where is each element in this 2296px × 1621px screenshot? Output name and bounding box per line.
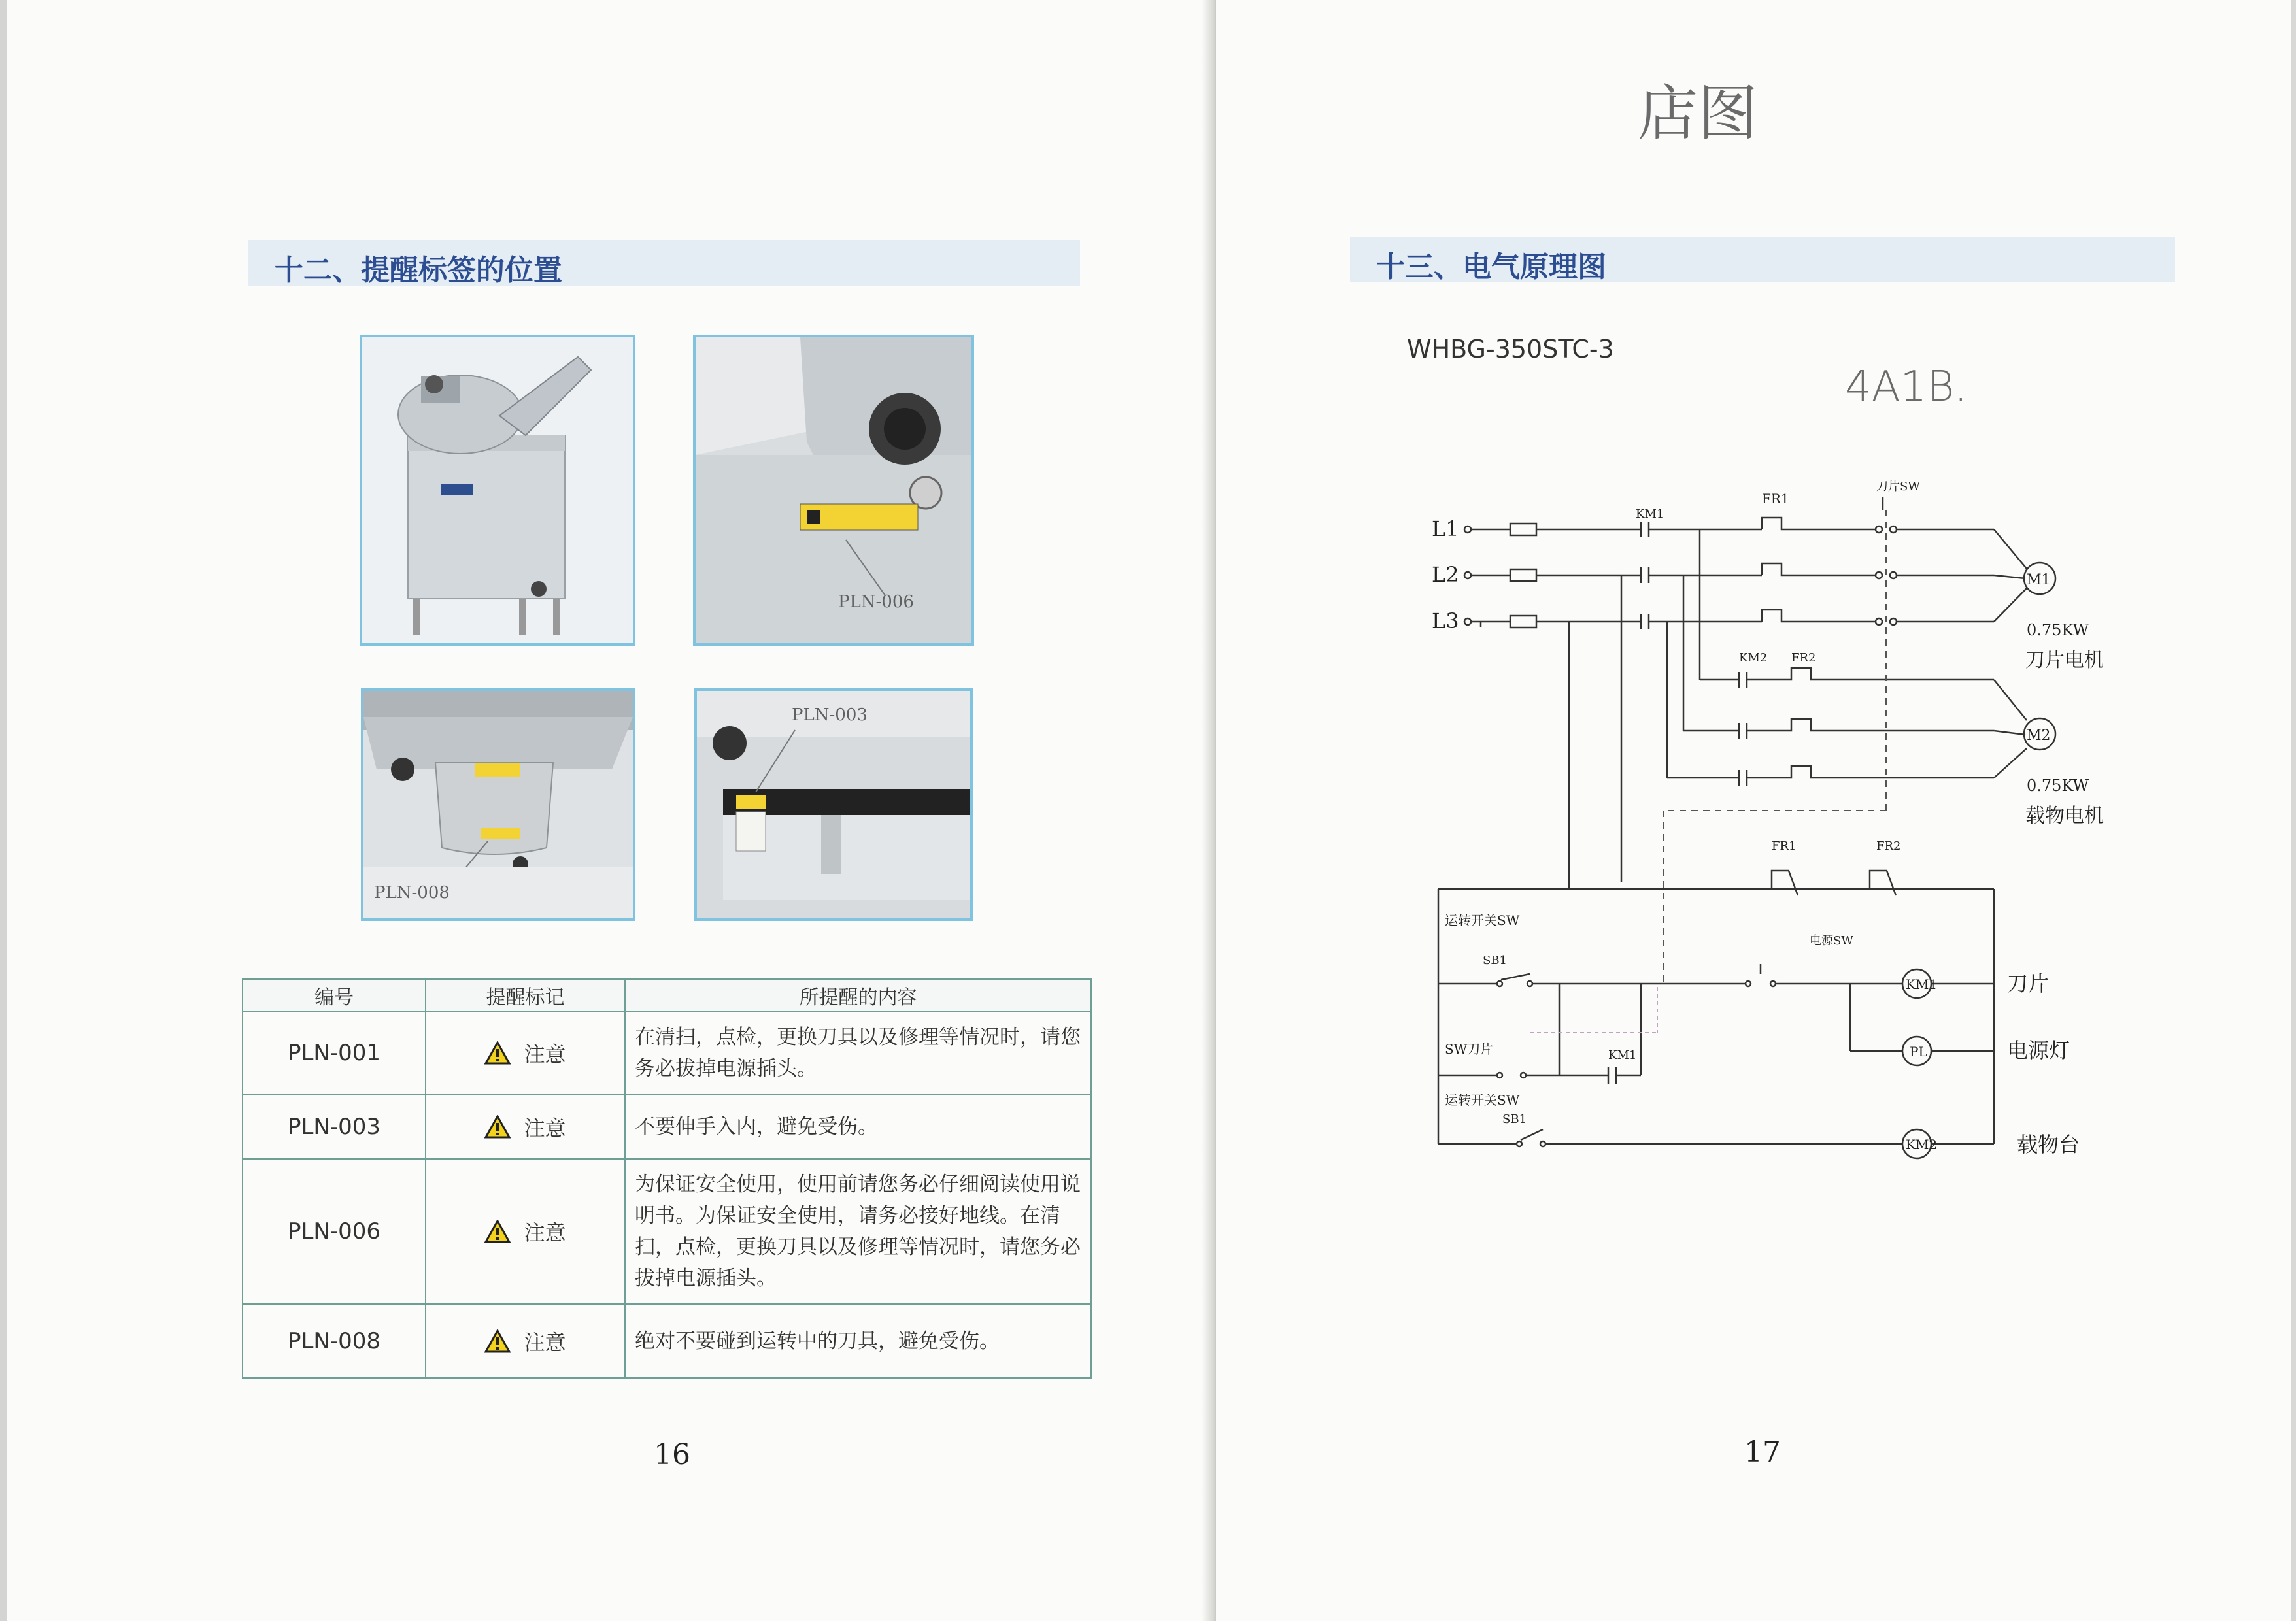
label-m1-power: 0.75KW [2027,621,2089,639]
photo-label-pln006: PLN-006 [838,592,914,612]
label-fr1: FR1 [1762,491,1789,507]
row-mark [426,1094,625,1159]
label-km2: KM2 [1739,651,1768,665]
output-blade: 刀片 [2007,971,2050,996]
section-header-12 [248,240,1080,286]
label-m2-power: 0.75KW [2027,777,2089,795]
warning-triangle-icon [484,1329,511,1353]
table-row [243,1304,1091,1378]
photo-side-label [694,688,973,921]
handwritten-note: 4A1B. [1845,363,1968,411]
label-run-switch-2: 运转开关SW [1445,1092,1520,1108]
label-sb1: SB1 [1483,954,1508,967]
model-number: WHBG-350STC-3 [1407,335,1614,363]
electrical-schematic [1425,471,2151,1229]
coil-pl: PL [1910,1044,1927,1060]
coil-km2: KM2 [1906,1137,1938,1152]
photo-tray-label [361,688,635,921]
header-code: 编号 [243,979,426,1012]
header-content: 所提醒的内容 [625,979,1091,1012]
page-number-16: 16 [654,1438,690,1471]
label-m2-name: 载物电机 [2025,805,2104,827]
warning-triangle-icon [484,1115,511,1139]
output-carrier: 载物台 [2017,1132,2080,1157]
row-content: 不要伸手入内，避免受伤。 [625,1094,1091,1159]
warning-triangle-icon [484,1041,511,1065]
scan-edge [2291,0,2296,1621]
row-content: 在清扫，点检，更换刀具以及修理等情况时，请您务必拔掉电源插头。 [625,1012,1091,1094]
input-l3: L3 [1432,609,1459,633]
row-mark [426,1304,625,1378]
page-number-17: 17 [1744,1435,1781,1469]
photo-label-pln008: PLN-008 [374,883,450,903]
label-km1: KM1 [1636,507,1664,521]
label-blade-switch: 刀片SW [1876,480,1920,493]
table-row [243,1012,1091,1094]
label-sw-blade: SW刀片 [1445,1041,1494,1057]
input-l2: L2 [1432,562,1459,587]
handwritten-top-note: 店图 [1638,78,1759,148]
row-mark [426,1012,625,1094]
table-header-row [243,979,1091,1012]
row-content: 为保证安全使用，使用前请您务必仔细阅读使用说明书。为保证安全使用，请务必接好地线。在清扫，点检，更换刀具以及修理等情况时，请您务必拔掉电源插头。 [625,1159,1091,1304]
photo-machine-overview [360,335,635,646]
photo-knob-label [693,335,974,646]
output-lamp: 电源灯 [2007,1038,2070,1063]
label-fr2-control: FR2 [1876,839,1901,853]
label-power-switch: 电源SW [1810,934,1853,948]
row-content: 绝对不要碰到运转中的刀具，避免受伤。 [625,1304,1091,1378]
coil-km1: KM1 [1906,977,1938,992]
label-sb1-2: SB1 [1502,1112,1527,1126]
label-m1-name: 刀片电机 [2025,649,2104,672]
row-code: PLN-006 [243,1159,426,1304]
fuse-l1 [1510,524,1536,535]
section-header-13 [1350,237,2175,282]
row-mark [426,1159,625,1304]
warning-text: 注意 [524,1220,566,1245]
side-illustration [697,691,970,918]
row-code: PLN-003 [243,1094,426,1159]
warning-triangle-icon [484,1220,511,1243]
machine-illustration [362,337,633,643]
label-run-switch: 运转开关SW [1445,912,1520,928]
row-code: PLN-001 [243,1012,426,1094]
section-title: 十二、提醒标签的位置 [275,254,562,287]
table-row [243,1094,1091,1159]
warning-text: 注意 [524,1042,566,1067]
input-l1: L1 [1432,516,1459,541]
label-fr2: FR2 [1791,651,1816,665]
scan-edge [0,0,7,1621]
warning-label-table [242,978,1092,1379]
knob-illustration [696,337,971,643]
table-row [243,1159,1091,1304]
row-code: PLN-008 [243,1304,426,1378]
label-km1-aux: KM1 [1608,1048,1637,1062]
label-m1: M1 [2027,572,2051,588]
fuse-l2 [1510,569,1536,581]
fuse-l3 [1510,616,1536,627]
header-mark: 提醒标记 [426,979,625,1012]
label-m2: M2 [2027,727,2051,744]
warning-text: 注意 [524,1329,566,1355]
photo-label-pln003: PLN-003 [792,705,868,725]
section-title: 十三、电气原理图 [1376,250,1606,284]
warning-text: 注意 [524,1115,566,1141]
label-fr1-control: FR1 [1772,839,1797,853]
